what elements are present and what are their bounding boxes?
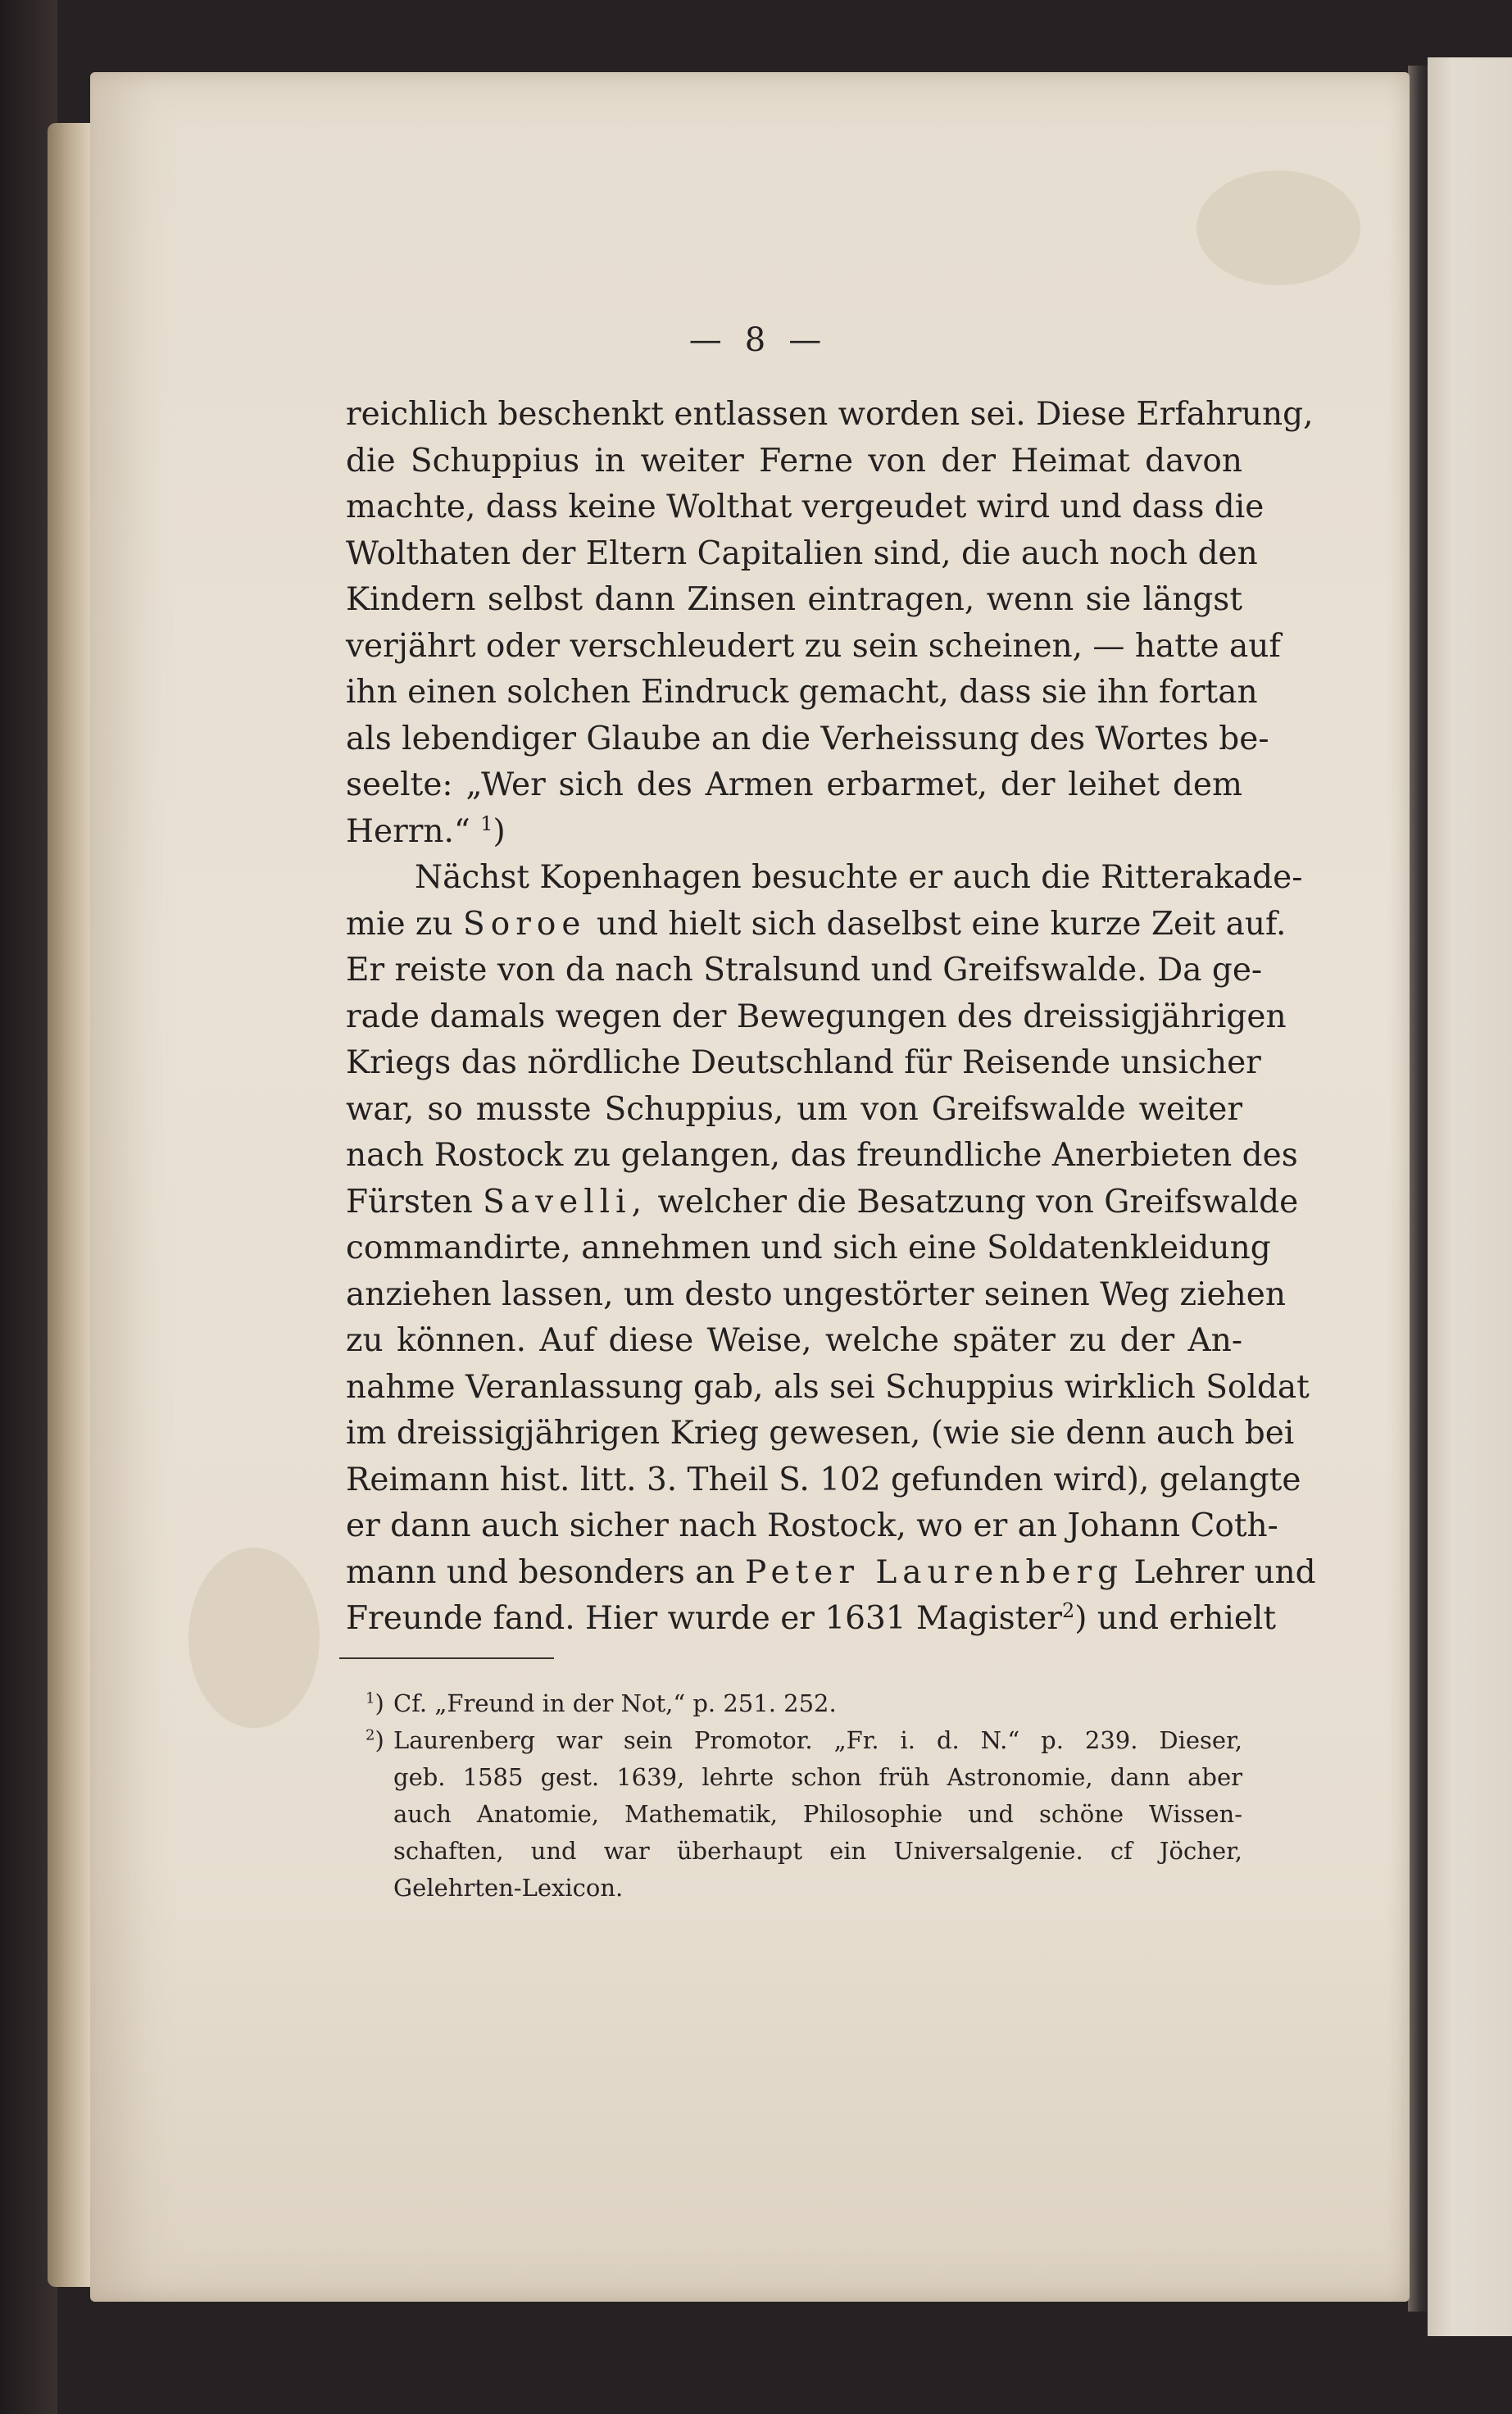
text-line: machte, dass keine Wolthat vergeudet wird und dass die [346,489,1265,525]
text-segment: mie zu [346,905,453,943]
text-line: als lebendiger Glaube an die Verheissung des Wortes be- [346,720,1269,757]
text-line: seelte: „Wer sich des Armen erbarmet, der leihet dem [346,766,1242,803]
footnote-mark: $^1$) [366,1689,384,1717]
text-line: im dreissigjährigen Krieg gewesen, (wie sie denn auch bei [346,1415,1295,1452]
text-line [346,902,1287,948]
text-segment: mann und besonders an [346,1553,735,1591]
page-number: 8 [744,321,768,359]
text-line: Herrn.“ $^1$) [346,811,506,850]
text-line: die Schuppius in weiter Ferne von der Heimat davon [346,442,1242,480]
footnote-mark-number: 1 [366,1689,375,1707]
footnote-ref: 2 [1062,1599,1075,1622]
book-gutter [1408,66,1428,2312]
footnote-line: Gelehrten-Lexicon. [393,1874,624,1902]
text-line: reichlich beschenkt entlassen worden sei. Diese Erfahrung, [346,396,1314,433]
text-line [346,1550,1316,1597]
footnotes [366,1685,1242,1907]
header-dash-left: — [688,321,724,359]
text-line: Freunde fand. Hier wurde er 1631 Magister$^2$) und erhielt [346,1599,1277,1637]
text-line: Wolthaten der Eltern Capitalien sind, die auch noch den [346,534,1258,572]
page-header [0,321,1512,359]
text-line: Nächst Kopenhagen besuchte er auch die Ritterakade- [415,859,1303,896]
text-line: rade damals wegen der Bewegungen des dreissigjährigen [346,998,1287,1035]
text-line: er dann auch sicher nach Rostock, wo er an Johann Coth- [346,1507,1278,1544]
footnote-line: schaften, und war überhaupt ein Universalgenie. cf Jöcher, [393,1837,1242,1865]
footnote-1 [366,1685,1242,1722]
text-segment: Freunde fand. Hier wurde er 1631 Magister [346,1600,1063,1637]
text-line: verjährt oder verschleudert zu sein scheinen, — hatte auf [346,627,1281,665]
text-line [346,1180,1299,1226]
text-line: zu können. Auf diese Weise, welche später zu der An- [346,1322,1242,1359]
footnote-line: geb. 1585 gest. 1639, lehrte schon früh Astronomie, dann aber [393,1763,1242,1791]
text-line: war, so musste Schuppius, um von Greifswalde weiter [346,1090,1242,1128]
body-text [346,392,1316,1643]
text-segment: Lehrer und [1133,1553,1316,1591]
person-name-laurenberg: Peter Laurenberg [745,1553,1124,1591]
text-line: Kriegs das nördliche Deutschland für Reisende unsicher [346,1044,1261,1081]
text-segment: und erhielt [1097,1600,1277,1637]
person-name-savelli: Savelli, [483,1183,648,1221]
text-line: ihn einen solchen Eindruck gemacht, dass sie ihn fortan [346,674,1258,711]
text-segment: Herrn.“ [346,812,470,850]
text-line: Kindern selbst dann Zinsen eintragen, wenn sie längst [346,581,1242,618]
paper-stain [1196,170,1360,285]
text-segment: Fürsten [346,1183,473,1221]
header-dash-right: — [788,321,824,359]
footnote-ref: 1 [480,811,493,835]
footnote-line: Cf. „Freund in der Not,“ p. 251. 252. [393,1689,837,1717]
footnote-2 [366,1722,1242,1907]
text-line: Er reiste von da nach Stralsund und Greifswalde. Da ge- [346,952,1263,989]
text-line: nahme Veranlassung gab, als sei Schuppius wirklich Soldat [346,1368,1310,1406]
text-segment: und hielt sich daselbst eine kurze Zeit auf. [596,905,1287,943]
next-page-sliver [1428,57,1512,2336]
place-name-soroe: Soroe [463,905,587,943]
text-line: Reimann hist. litt. 3. Theil S. 102 gefunden wird), gelangte [346,1461,1301,1498]
text-segment: welcher die Besatzung von Greifswalde [657,1183,1299,1221]
footnote-line: auch Anatomie, Mathematik, Philosophie und schöne Wissen- [393,1800,1242,1828]
footnote-divider [339,1657,554,1659]
text-line: commandirte, annehmen und sich eine Soldatenkleidung [346,1230,1271,1266]
text-line: anziehen lassen, um desto ungestörter seinen Weg ziehen [346,1275,1286,1313]
paper-stain [188,1548,320,1728]
footnote-line: Laurenberg war sein Promotor. „Fr. i. d. N.“ p. 239. Dieser, [393,1726,1242,1754]
text-line: nach Rostock zu gelangen, das freundliche Anerbieten des [346,1137,1298,1174]
footnote-mark-number: 2 [366,1726,375,1744]
footnote-mark: $^2$) [366,1726,384,1754]
